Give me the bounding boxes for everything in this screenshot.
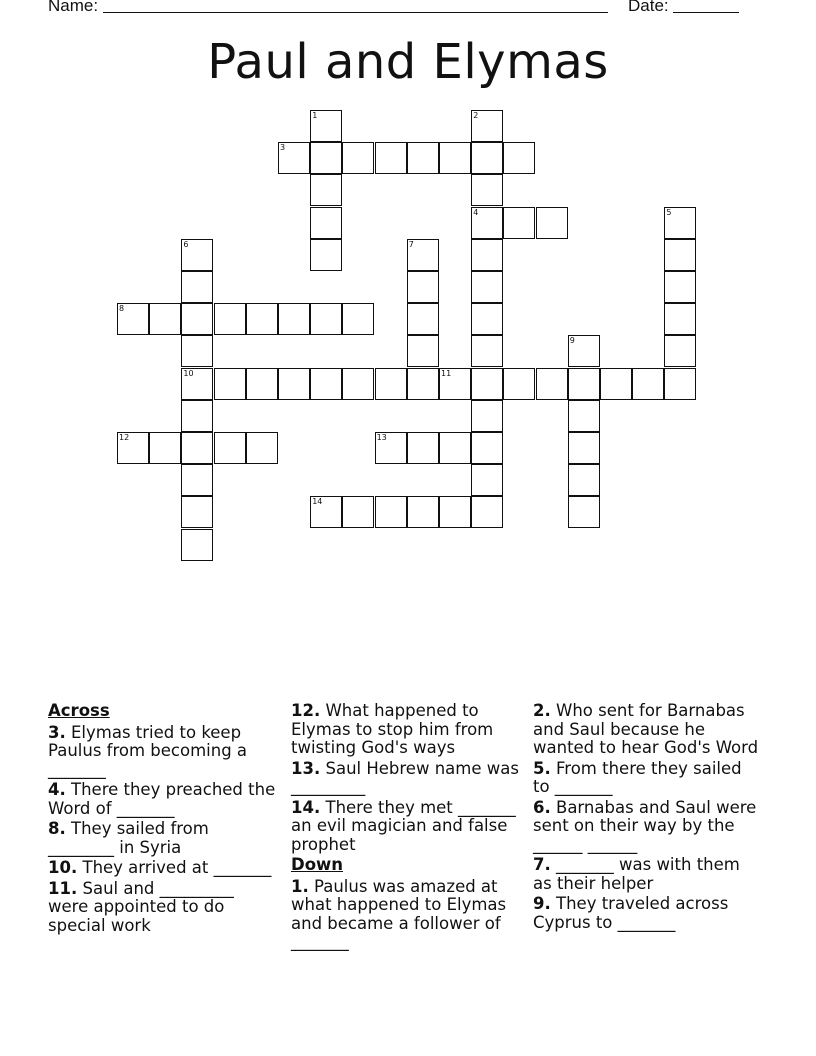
crossword-cell[interactable]: [149, 303, 181, 335]
clue-number: 8: [119, 304, 125, 314]
crossword-cell[interactable]: [342, 368, 374, 400]
clue-down-1: 1. Paulus was amazed at what happened to Elymas and became a follower of _______: [291, 876, 507, 951]
crossword-cell[interactable]: [375, 368, 407, 400]
clue-number: 6: [183, 239, 189, 249]
crossword-cell[interactable]: [181, 303, 213, 335]
clue-number: 11: [441, 368, 452, 378]
clue-number: 14: [312, 497, 323, 507]
clue-number: 3: [280, 143, 286, 153]
crossword-cell[interactable]: [278, 303, 310, 335]
crossword-cell[interactable]: [375, 496, 407, 528]
clue-column-2: [291, 702, 521, 954]
crossword-cell[interactable]: [536, 207, 568, 239]
crossword-cell[interactable]: [310, 207, 342, 239]
crossword-cell[interactable]: [471, 303, 503, 335]
crossword-cell[interactable]: [439, 142, 471, 174]
crossword-cell[interactable]: [439, 432, 471, 464]
crossword-cell[interactable]: [664, 303, 696, 335]
crossword-cell[interactable]: [181, 271, 213, 303]
crossword-cell[interactable]: [310, 496, 342, 528]
crossword-cell[interactable]: [181, 529, 213, 561]
crossword-cell[interactable]: [310, 110, 342, 142]
crossword-cell[interactable]: [536, 368, 568, 400]
clue-down-2: 2. Who sent for Barnabas and Saul because he wanted to hear God's Word: [533, 701, 759, 757]
crossword-cell[interactable]: [600, 368, 632, 400]
crossword-cell[interactable]: [664, 207, 696, 239]
crossword-cell[interactable]: [407, 432, 439, 464]
crossword-cell[interactable]: [310, 174, 342, 206]
crossword-cell[interactable]: [664, 271, 696, 303]
clue-across-11: 11. Saul and _________ were appointed to do special work: [48, 878, 234, 935]
crossword-cell[interactable]: [310, 303, 342, 335]
crossword-cell[interactable]: [407, 303, 439, 335]
clue-number: 9: [569, 336, 575, 346]
crossword-cell[interactable]: [278, 142, 310, 174]
crossword-cell[interactable]: [471, 239, 503, 271]
clue-down-7: 7. _______ was with them as their helper: [533, 855, 740, 893]
down-heading: Down: [291, 855, 344, 874]
crossword-cell[interactable]: [568, 368, 600, 400]
crossword-cell[interactable]: [568, 496, 600, 528]
crossword-cell[interactable]: [407, 368, 439, 400]
crossword-cell[interactable]: [246, 303, 278, 335]
crossword-cell[interactable]: [278, 368, 310, 400]
crossword-cell[interactable]: [471, 142, 503, 174]
crossword-cell[interactable]: [471, 174, 503, 206]
crossword-cell[interactable]: [214, 432, 246, 464]
crossword-cell[interactable]: [471, 110, 503, 142]
crossword-cell[interactable]: [181, 335, 213, 367]
across-heading: Across: [48, 701, 110, 720]
crossword-cell[interactable]: [149, 432, 181, 464]
crossword-cell[interactable]: [471, 400, 503, 432]
crossword-cell[interactable]: [181, 464, 213, 496]
crossword-cell[interactable]: [568, 432, 600, 464]
crossword-cell[interactable]: [407, 239, 439, 271]
crossword-cell[interactable]: [664, 368, 696, 400]
crossword-cell[interactable]: [568, 464, 600, 496]
crossword-cell[interactable]: [568, 335, 600, 367]
crossword-cell[interactable]: [310, 368, 342, 400]
crossword-cell[interactable]: [407, 142, 439, 174]
name-label: Name:: [48, 0, 99, 15]
crossword-cell[interactable]: [632, 368, 664, 400]
crossword-cell[interactable]: [503, 142, 535, 174]
crossword-cell[interactable]: [181, 368, 213, 400]
crossword-cell[interactable]: [664, 239, 696, 271]
crossword-cell[interactable]: [407, 271, 439, 303]
page-title: Paul and Elymas: [207, 34, 609, 90]
crossword-cell[interactable]: [407, 335, 439, 367]
crossword-cell[interactable]: [375, 432, 407, 464]
crossword-cell[interactable]: [439, 496, 471, 528]
clue-number: 13: [376, 433, 387, 442]
clue-across-3: 3. Elymas tried to keep Paulus from becoming a _______: [48, 722, 248, 779]
clue-number: 1: [312, 111, 318, 120]
crossword-cell[interactable]: [342, 142, 374, 174]
clue-number: 4: [473, 207, 479, 217]
date-label: Date:: [628, 0, 669, 15]
clue-across-8: 8. They sailed from ________ in Syria: [48, 819, 209, 857]
crossword-cell[interactable]: [342, 496, 374, 528]
clue-column-1: [48, 702, 278, 937]
clue-down-9: 9. They traveled across Cyprus to _______: [533, 894, 729, 932]
crossword-cell[interactable]: [342, 303, 374, 335]
crossword-cell[interactable]: [503, 207, 535, 239]
crossword-cell[interactable]: [181, 432, 213, 464]
crossword-cell[interactable]: [214, 303, 246, 335]
clue-number: 5: [666, 207, 672, 217]
clue-across-10: 10. They arrived at _______: [48, 858, 272, 877]
crossword-cell[interactable]: [471, 368, 503, 400]
crossword-cell[interactable]: [471, 271, 503, 303]
clue-number: 7: [408, 239, 414, 249]
clue-across-13: 13. Saul Hebrew name was _________: [291, 758, 519, 796]
crossword-cell[interactable]: [246, 368, 278, 400]
crossword-cell[interactable]: [568, 400, 600, 432]
crossword-cell[interactable]: [407, 496, 439, 528]
clue-number: 12: [119, 433, 130, 442]
crossword-cell[interactable]: [375, 142, 407, 174]
crossword-cell[interactable]: [117, 432, 149, 464]
clue-number: 10: [183, 368, 194, 378]
crossword-cell[interactable]: [246, 432, 278, 464]
crossword-cell[interactable]: [214, 368, 246, 400]
crossword-cell[interactable]: [471, 335, 503, 367]
clue-down-6: 6. Barnabas and Saul were sent on their way by the ______ ______: [533, 797, 757, 854]
crossword-cell[interactable]: [310, 239, 342, 271]
crossword-cell[interactable]: [471, 432, 503, 464]
clue-column-3: [533, 702, 763, 934]
crossword-cell[interactable]: [471, 464, 503, 496]
clue-across-12: 12. What happened to Elymas to stop him from twisting God's ways: [291, 701, 494, 757]
clue-across-4: 4. There they preached the Word of _______: [48, 780, 276, 818]
crossword-cell[interactable]: [117, 303, 149, 335]
crossword-cell[interactable]: [664, 335, 696, 367]
clue-down-5: 5. From there they sailed to _______: [533, 758, 742, 796]
clue-number: 2: [473, 111, 479, 120]
crossword-cell[interactable]: [439, 368, 471, 400]
crossword-cell[interactable]: [310, 142, 342, 174]
crossword-cell[interactable]: [471, 207, 503, 239]
crossword-cell[interactable]: [181, 400, 213, 432]
crossword-cell[interactable]: [503, 368, 535, 400]
crossword-cell[interactable]: [181, 496, 213, 528]
clue-across-14: 14. There they met _______ an evil magician and false prophet: [291, 797, 516, 854]
crossword-cell[interactable]: [181, 239, 213, 271]
crossword-cell[interactable]: [471, 496, 503, 528]
